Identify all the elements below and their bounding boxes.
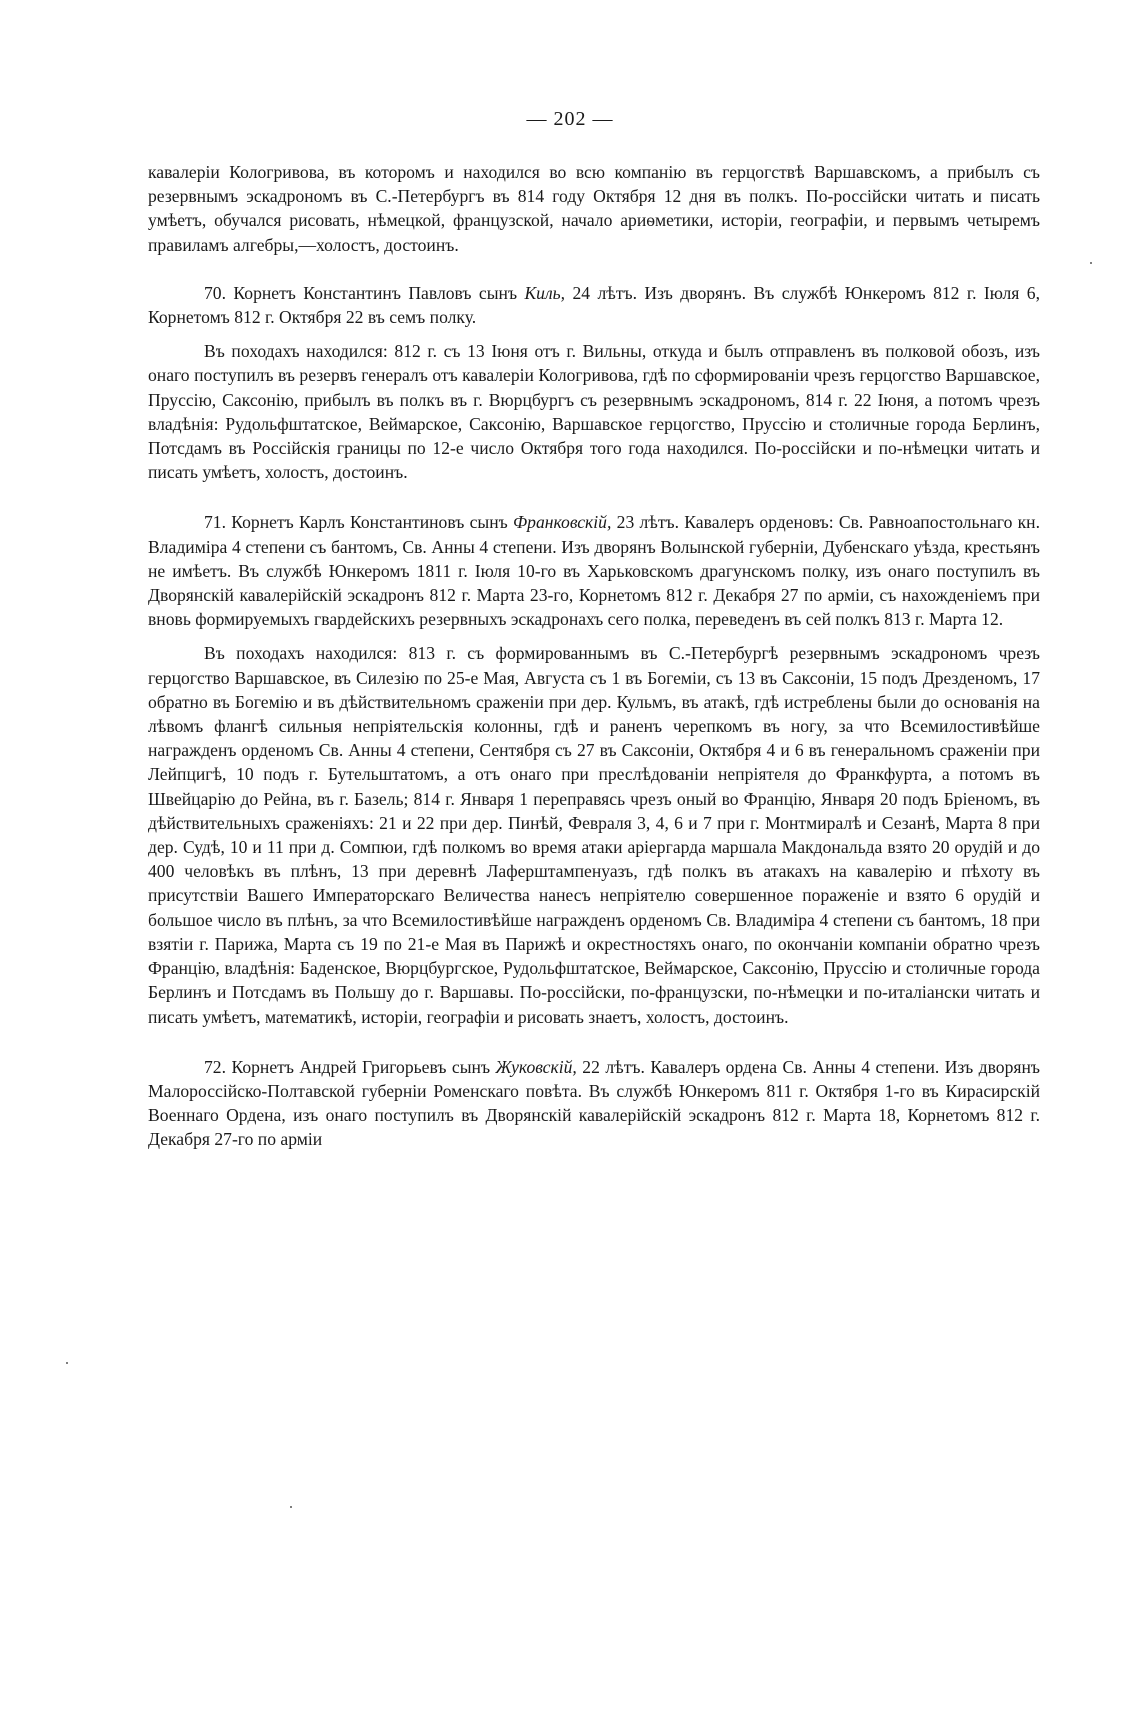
entry-72-surname: Жуковскій, — [495, 1056, 577, 1077]
entry-70-campaign: Въ походахъ находился: 812 г. съ 13 Іюня отъ г. Вильны, откуда и былъ отправленъ въ полковой обозъ, изъ онаго поступилъ въ резервъ генералъ отъ кавалеріи Кологривова, гдѣ по сформированіи чрезъ герцогство Варшавское, Пруссію, Саксонію, прибылъ въ полкъ въ г. Вюрцбургъ съ резервнымъ эскадрономъ, 814 г. 22 Іюня, а потомъ чрезъ владѣнія: Рудольфштатское, Веймарское, Саксонію, Варшавское герцогство, Пруссію и столичные города Берлинъ, Потсдамъ въ Россійскія границы по 12-е число Октября того года находился. По-россійски и по-нѣмецки читать и писать умѣетъ, холостъ, достоинъ. — [148, 341, 1040, 483]
entry-72-header — [148, 1055, 1040, 1152]
page-number: — 202 — — [526, 108, 614, 130]
entry-70-header — [148, 281, 1040, 329]
entry-70-rest: 24 лѣтъ. Изъ дворянъ. Въ службѣ Юнкеромъ 812 г. Іюля 6, Корнетомъ 812 г. Октября 22 въ семъ полку. — [148, 282, 1040, 328]
document-text — [148, 160, 1040, 1152]
entry-71-surname: Франковскій, — [513, 512, 612, 533]
entry-70-surname: Киль, — [524, 282, 566, 303]
entry-71-prefix: 71. Корнетъ Карлъ Константиновъ сынъ — [204, 512, 514, 533]
entry-72-prefix: 72. Корнетъ Андрей Григорьевъ сынъ — [204, 1056, 496, 1077]
entry-71-campaign: Въ походахъ находился: 813 г. съ формированнымъ въ С.-Петербургѣ резервнымъ эскадрономъ чрезъ герцогство Варшавское, въ Силезію по 25-е Мая, Августа съ 1 въ Богеміи, съ 13 въ Саксоніи, 15 подъ Дрезденомъ, 17 обратно въ Богемію и въ дѣйствительномъ сраженіи при дер. Кульмъ, въ атакѣ, гдѣ истреблены были до основанія на лѣвомъ флангѣ сильныя непріятельскія колонны, гдѣ и раненъ черепкомъ въ ногу, за что Всемилостивѣйше награжденъ орденомъ Св. Анны 4 степени, Сентября съ 27 въ Саксоніи, Октября 4 и 6 въ генеральномъ сраженіи при Лейпцигѣ, 10 подъ г. Бутельштатомъ, а отъ онаго при преслѣдованіи непріятеля до Франкфурта, а потомъ въ Швейцарію до Рейна, въ г. Базель; 814 г. Января 1 переправясь чрезъ оный во Францію, Января 20 подъ Бріеномъ, въ дѣйствительныхъ сраженіяхъ: 21 и 22 при дер. Пинѣй, Февраля 3, 4, 6 и 7 при г. Монтмиралѣ и Сезанѣ, Марта 8 при дер. Судѣ, 10 и 11 при д. Сомпюи, гдѣ полкомъ во время атаки аріергарда маршала Макдональда взято 20 орудій и до 400 человѣкъ въ плѣнъ, 13 при деревнѣ Лаферштампенуазъ, гдѣ полкъ въ атакахъ на кавалерію и пѣхоту въ присутствіи Вашего Императорскаго Величества нанесъ непріятелю совершенное пораженіе и взято 6 орудій и большое число въ плѣнъ, за что Всемилостивѣйше награжденъ орденомъ Св. Владиміра 4 степени съ бантомъ, 18 при взятіи г. Парижа, Марта съ 19 по 21-е Мая въ Парижѣ и окрестностяхъ онаго, по окончаніи компаніи обратно чрезъ Францію, владѣнія: Баденское, Вюрцбургское, Рудольфштатское, Веймарское, Саксонію, Пруссію и столичные города Берлинъ и Потсдамъ въ Польшу до г. Варшавы. По-россійски, по-французски, по-нѣмецки и по-италіански читать и писать умѣетъ, математикѣ, исторіи, географіи и рисовать знаетъ, холостъ, достоинъ. — [148, 643, 1040, 1027]
entry-72-rest: 22 лѣтъ. Кавалеръ ордена Св. Анны 4 степени. Изъ дворянъ Малороссійско-Полтавской губерніи Роменскаго повѣта. Въ службѣ Юнкеромъ 811 г. Октября 1-го въ Кирасирскій Военнаго Ордена, изъ онаго поступилъ въ Дворянскій кавалерійскій эскадронъ 812 г. Марта 18, Корнетомъ 812 г. Декабря 27-го по арміи — [148, 1056, 1040, 1150]
paragraph-continuation: кавалеріи Кологривова, въ которомъ и находился во всю компанію въ герцогствѣ Варшавскомъ, а прибылъ съ резервнымъ эскадрономъ въ С.-Петербургъ въ 814 году Октября 12 дня въ полкъ. По-россійски читать и писать умѣетъ, обучался рисовать, нѣмецкой, французской, начало ариѳметики, исторіи, географіи, и первымъ четыремъ правиламъ алгебры,—холостъ, достоинъ. — [148, 162, 1040, 255]
scan-speck — [1090, 262, 1092, 264]
entry-70-prefix: 70. Корнетъ Константинъ Павловъ сынъ — [204, 282, 525, 303]
scan-speck — [66, 1362, 68, 1364]
entry-71-rest: 23 лѣтъ. Кавалеръ орденовъ: Св. Равноапостольнаго кн. Владиміра 4 степени съ бантомъ, Св. Анны 4 степени. Изъ дворянъ Волынской губерніи, Дубенскаго уѣзда, крестьянъ не имѣетъ. Въ службѣ Юнкеромъ 1811 г. Іюля 10-го въ Харьковскомъ драгунскомъ полку, изъ онаго поступилъ въ Дворянскій кавалерійскій эскадронъ 812 г. Марта 23-го, Корнетомъ 812 г. Декабря 27 по арміи, съ нахожденіемъ при вновь формируемыхъ гвардейскихъ резервныхъ эскадронахъ сего полка, переведенъ въ сей полкъ 813 г. Марта 12. — [148, 512, 1040, 630]
entry-71-header — [148, 510, 1040, 631]
scan-speck — [290, 1506, 292, 1508]
